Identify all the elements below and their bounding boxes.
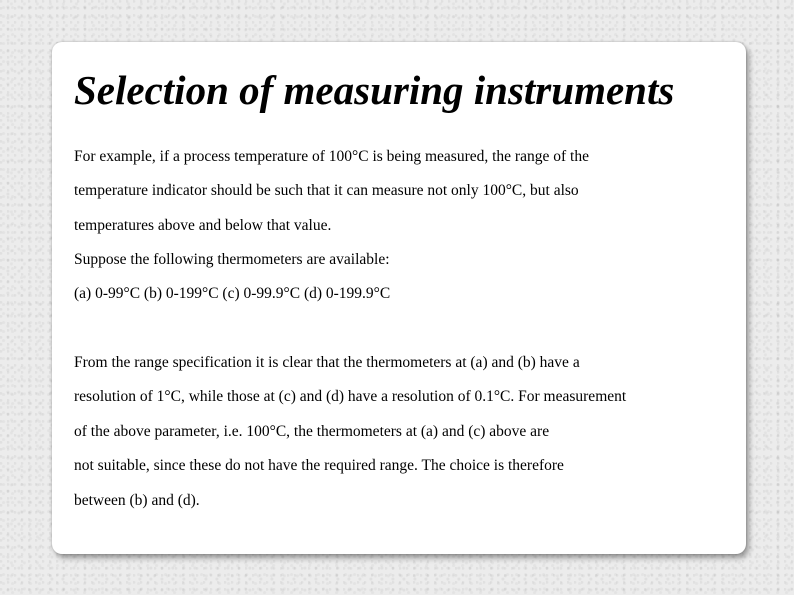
slide-title: Selection of measuring instruments xyxy=(74,67,675,113)
paragraph-line: resolution of 1°C, while those at (c) and (d) have a resolution of 0.1°C. For measurement xyxy=(74,388,627,405)
paragraph-line: Suppose the following thermometers are available: xyxy=(74,251,390,268)
paragraph-line: temperatures above and below that value. xyxy=(74,217,332,234)
paragraph-line: For example, if a process temperature of 100°C is being measured, the range of the xyxy=(74,148,589,165)
thermometer-options-line: (a) 0-99°C (b) 0-199°C (c) 0-99.9°C (d) 0-199.9°C xyxy=(74,285,391,302)
paragraph-line: From the range specification it is clear that the thermometers at (a) and (b) have a xyxy=(74,354,580,371)
paragraph-line: of the above parameter, i.e. 100°C, the thermometers at (a) and (c) above are xyxy=(74,423,550,440)
paragraph-line: not suitable, since these do not have the required range. The choice is therefore xyxy=(74,457,564,474)
paragraph-line: between (b) and (d). xyxy=(74,492,200,509)
slide-card xyxy=(52,42,746,554)
paragraph-line: temperature indicator should be such that it can measure not only 100°C, but also xyxy=(74,182,579,199)
